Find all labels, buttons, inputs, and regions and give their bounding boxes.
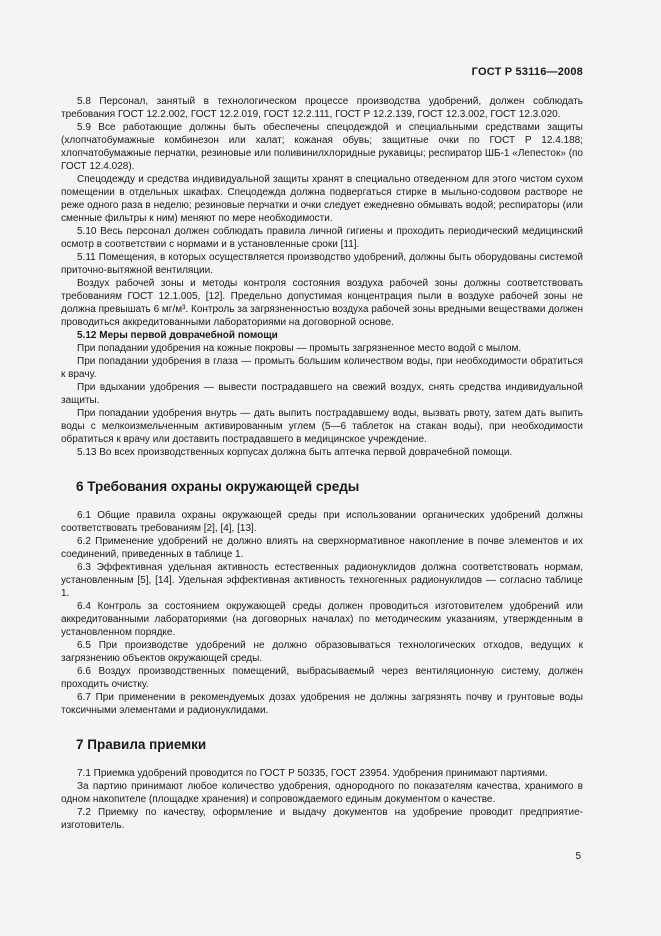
paragraph-5-9-storage: Спецодежду и средства индивидуальной защиты хранят в специально отведенном для этого чистом сухом помещении в отдельных шкафах. Спецодежда должна подвергаться стирке в мыльно-содовом растворе не реже одного раза в неделю; резиновые перчатки и очки следует ежедневно обмывать водой; респираторы (или сменные фильтры к ним) меняют по мере необходимости. [61, 174, 583, 224]
paragraph-7-1: 7.1 Приемка удобрений проводится по ГОСТ Р 50335, ГОСТ 23954. Удобрения принимают партиями. [77, 768, 548, 779]
paragraph-5-10: 5.10 Весь персонал должен соблюдать правила личной гигиены и проходить периодический медицинский осмотр в соответствии с нормами и в установленные сроки [11]. [61, 226, 583, 250]
section-7-title: 7 Правила приемки [76, 737, 207, 752]
paragraph-first-aid-eyes: При попадании удобрения в глаза — промыть большим количеством воды, при необходимости обратиться к врачу. [61, 356, 583, 380]
paragraph-first-aid-inhale: При вдыхании удобрения — вывести пострадавшего на свежий воздух, снять средства индивидуальной защиты. [61, 382, 583, 406]
paragraph-5-9: 5.9 Все работающие должны быть обеспечены спецодеждой и специальными средствами защиты (хлопчатобумажные комбинезон или халат; кожаная обувь; защитные очки по ГОСТ Р 12.4.188; хлопчатобумажные перчатки, резиновые или поливинилхлоридные рукавицы; респиратор ШБ-1 «Лепесток» (по ГОСТ 12.4.028). [61, 122, 583, 172]
subheading-5-12: 5.12 Меры первой доврачебной помощи [77, 330, 278, 341]
paragraph-5-11-air: Воздух рабочей зоны и методы контроля состояния воздуха рабочей зоны должны соответствовать требованиям ГОСТ 12.1.005, [12]. Предельно допустимая концентрация пыли в воздухе рабочей зоны не должна превышать 6 мг/м³. Контроль за загрязненностью воздуха рабочей зоны вредными веществами должен проводиться аккредитованными лабораториями на договорной основе. [61, 278, 583, 328]
paragraph-7-1-batch: За партию принимают любое количество удобрения, однородного по показателям качества, хранимого в одном накопителе (площадке хранения) и сопровождаемого единым документом о качестве. [61, 781, 583, 805]
paragraph-6-7: 6.7 При применении в рекомендуемых дозах удобрения не должны загрязнять почву и грунтовые воды токсичными элементами и радионуклидами. [61, 692, 583, 716]
paragraph-5-8: 5.8 Персонал, занятый в технологическом процессе производства удобрений, должен соблюдать требования ГОСТ 12.2.002, ГОСТ 12.2.019, ГОСТ 12.2.111, ГОСТ Р 12.2.139, ГОСТ 12.3.002, ГОСТ 12.3.020. [61, 96, 583, 120]
paragraph-6-2: 6.2 Применение удобрений не должно влиять на сверхнормативное накопление в почве элементов и их соединений, приведенных в таблице 1. [61, 536, 583, 560]
paragraph-first-aid-skin: При попадании удобрения на кожные покровы — промыть загрязненное место водой с мылом. [77, 343, 522, 354]
paragraph-7-2: 7.2 Приемку по качеству, оформление и выдачу документов на удобрение проводит предприятие-изготовитель. [61, 807, 583, 831]
section-6-title: 6 Требования охраны окружающей среды [76, 479, 360, 494]
paragraph-6-6: 6.6 Воздух производственных помещений, выбрасываемый через вентиляционную систему, должен проходить очистку. [61, 666, 583, 690]
paragraph-6-1: 6.1 Общие правила охраны окружающей среды при использовании органических удобрений должны соответствовать требованиям [2], [4], [13]. [61, 510, 583, 534]
page-number: 5 [575, 851, 581, 862]
document-header: ГОСТ Р 53116—2008 [471, 66, 583, 78]
paragraph-5-13: 5.13 Во всех производственных корпусах должна быть аптечка первой доврачебной помощи. [77, 447, 513, 458]
paragraph-5-11: 5.11 Помещения, в которых осуществляется производство удобрений, должны быть оборудованы системой приточно-вытяжной вентиляции. [61, 252, 583, 276]
paragraph-6-5: 6.5 При производстве удобрений не должно образовываться технологических отходов, ведущих к загрязнению объектов окружающей среды. [61, 640, 583, 664]
paragraph-first-aid-ingest: При попадании удобрения внутрь — дать выпить пострадавшему воды, вызвать рвоту, затем дать выпить воды с мелкоизмельченным активированным углем (5—6 таблеток на стакан воды), при необходимости обратиться к врачу или доставить пострадавшего в медицинское учреждение. [61, 408, 583, 445]
document-body [61, 95, 583, 832]
paragraph-6-4: 6.4 Контроль за состоянием окружающей среды должен проводиться изготовителем удобрений или аккредитованными лабораториями (на договорных началах) по методическим указаниям, утвержденным в установленном порядке. [61, 601, 583, 638]
paragraph-6-3: 6.3 Эффективная удельная активность естественных радионуклидов должна соответствовать нормам, установленным [5], [14]. Удельная эффективная активность техногенных радионуклидов — согласно таблице 1. [61, 562, 583, 599]
